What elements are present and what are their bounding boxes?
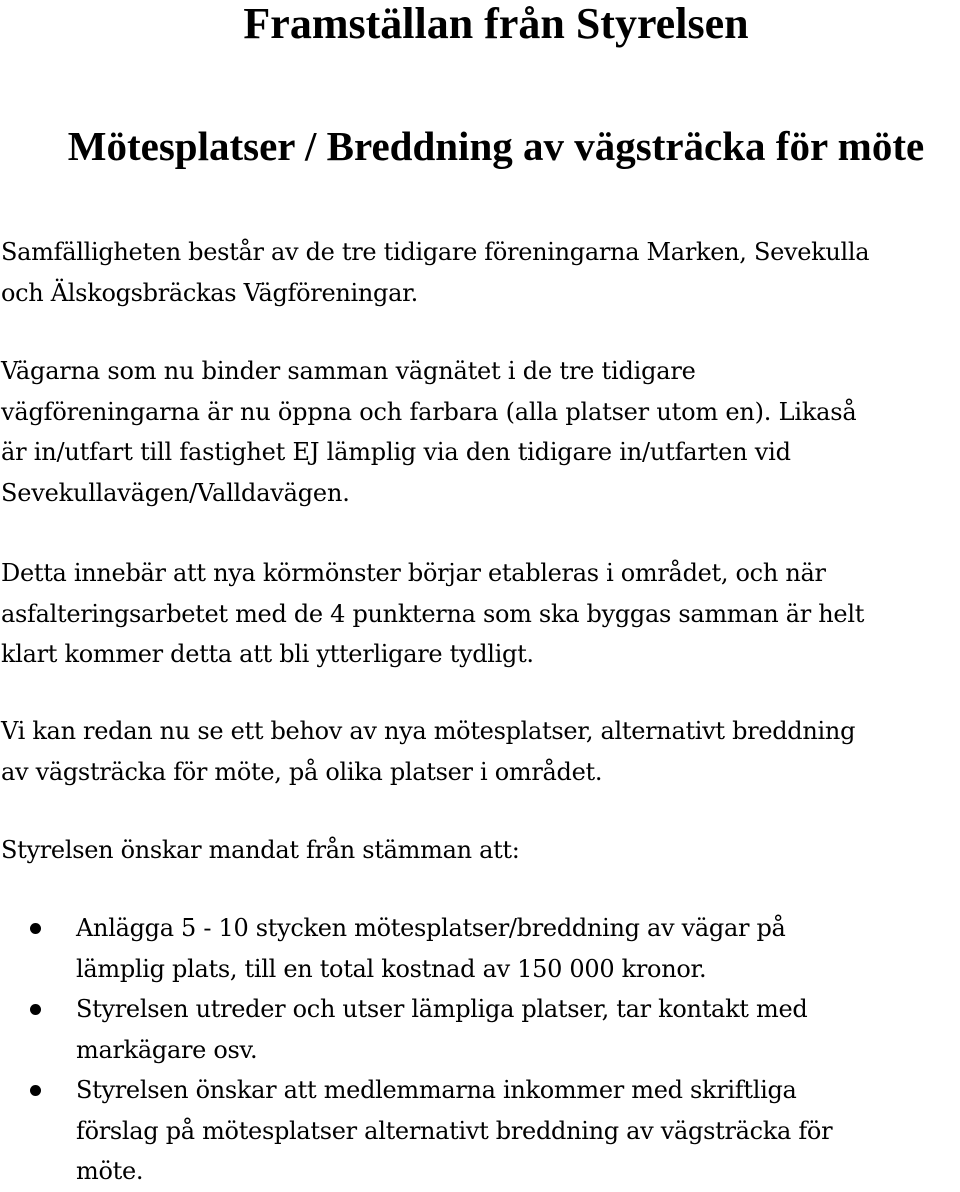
list-item-line: markägare osv. [76,1035,258,1064]
list-item-line: möte. [76,1157,144,1185]
list-item [0,1070,832,1192]
list-item [0,989,832,1070]
paragraph-intro [1,232,960,313]
paragraph-line: Samfälligheten består av de tre tidigare föreningarna Marken, Sevekulla [1,238,870,266]
list-item-line: lämplig plats, till en total kostnad av 150 000 kronor. [76,954,707,983]
paragraph-line: asfalteringsarbetet med de 4 punkterna som ska byggas samman är helt [1,599,865,628]
list-item-line: Styrelsen utreder och utser lämpliga platser, tar kontakt med [76,995,808,1023]
list-item-line: Styrelsen önskar att medlemmarna inkommer med skriftliga [76,1076,797,1104]
paragraph-line: Vi kan redan nu se ett behov av nya mötesplatser, alternativt breddning [1,717,856,745]
paragraph-need [1,711,960,792]
paragraph-line: vägföreningarna är nu öppna och farbara (alla platser utom en). Likaså [1,397,857,426]
bullet-icon [30,1004,41,1015]
paragraph-line: Styrelsen önskar mandat från stämman att: [1,836,520,864]
paragraph-line: Sevekullavägen/Valldavägen. [1,478,350,507]
paragraph-line: klart kommer detta att bli ytterligare tydligt. [1,640,534,668]
bullet-icon [30,923,41,934]
paragraph-line: är in/utfart till fastighet EJ lämplig via den tidigare in/utfarten vid [1,438,791,466]
mandate-bullet-list [0,908,832,1192]
list-item-line: förslag på mötesplatser alternativt breddning av vägsträcka för [76,1116,833,1145]
list-item [0,908,832,989]
document-subtitle: Mötesplatser / Breddning av vägsträcka för möte [67,123,925,169]
paragraph-mandate-intro [1,830,960,871]
paragraph-roads [1,351,960,513]
paragraph-line: Detta innebär att nya körmönster börjar etableras i området, och när [1,559,826,587]
bullet-icon [30,1085,41,1096]
document-title: Framställan från Styrelsen [243,0,749,48]
paragraph-traffic-patterns [1,553,960,675]
paragraph-line: av vägsträcka för möte, på olika platser i området. [1,757,603,786]
paragraph-line: Vägarna som nu binder samman vägnätet i de tre tidigare [1,357,696,385]
list-item-line: Anlägga 5 - 10 stycken mötesplatser/breddning av vägar på [76,914,786,942]
paragraph-line: och Älskogsbräckas Vägföreningar. [1,278,418,307]
